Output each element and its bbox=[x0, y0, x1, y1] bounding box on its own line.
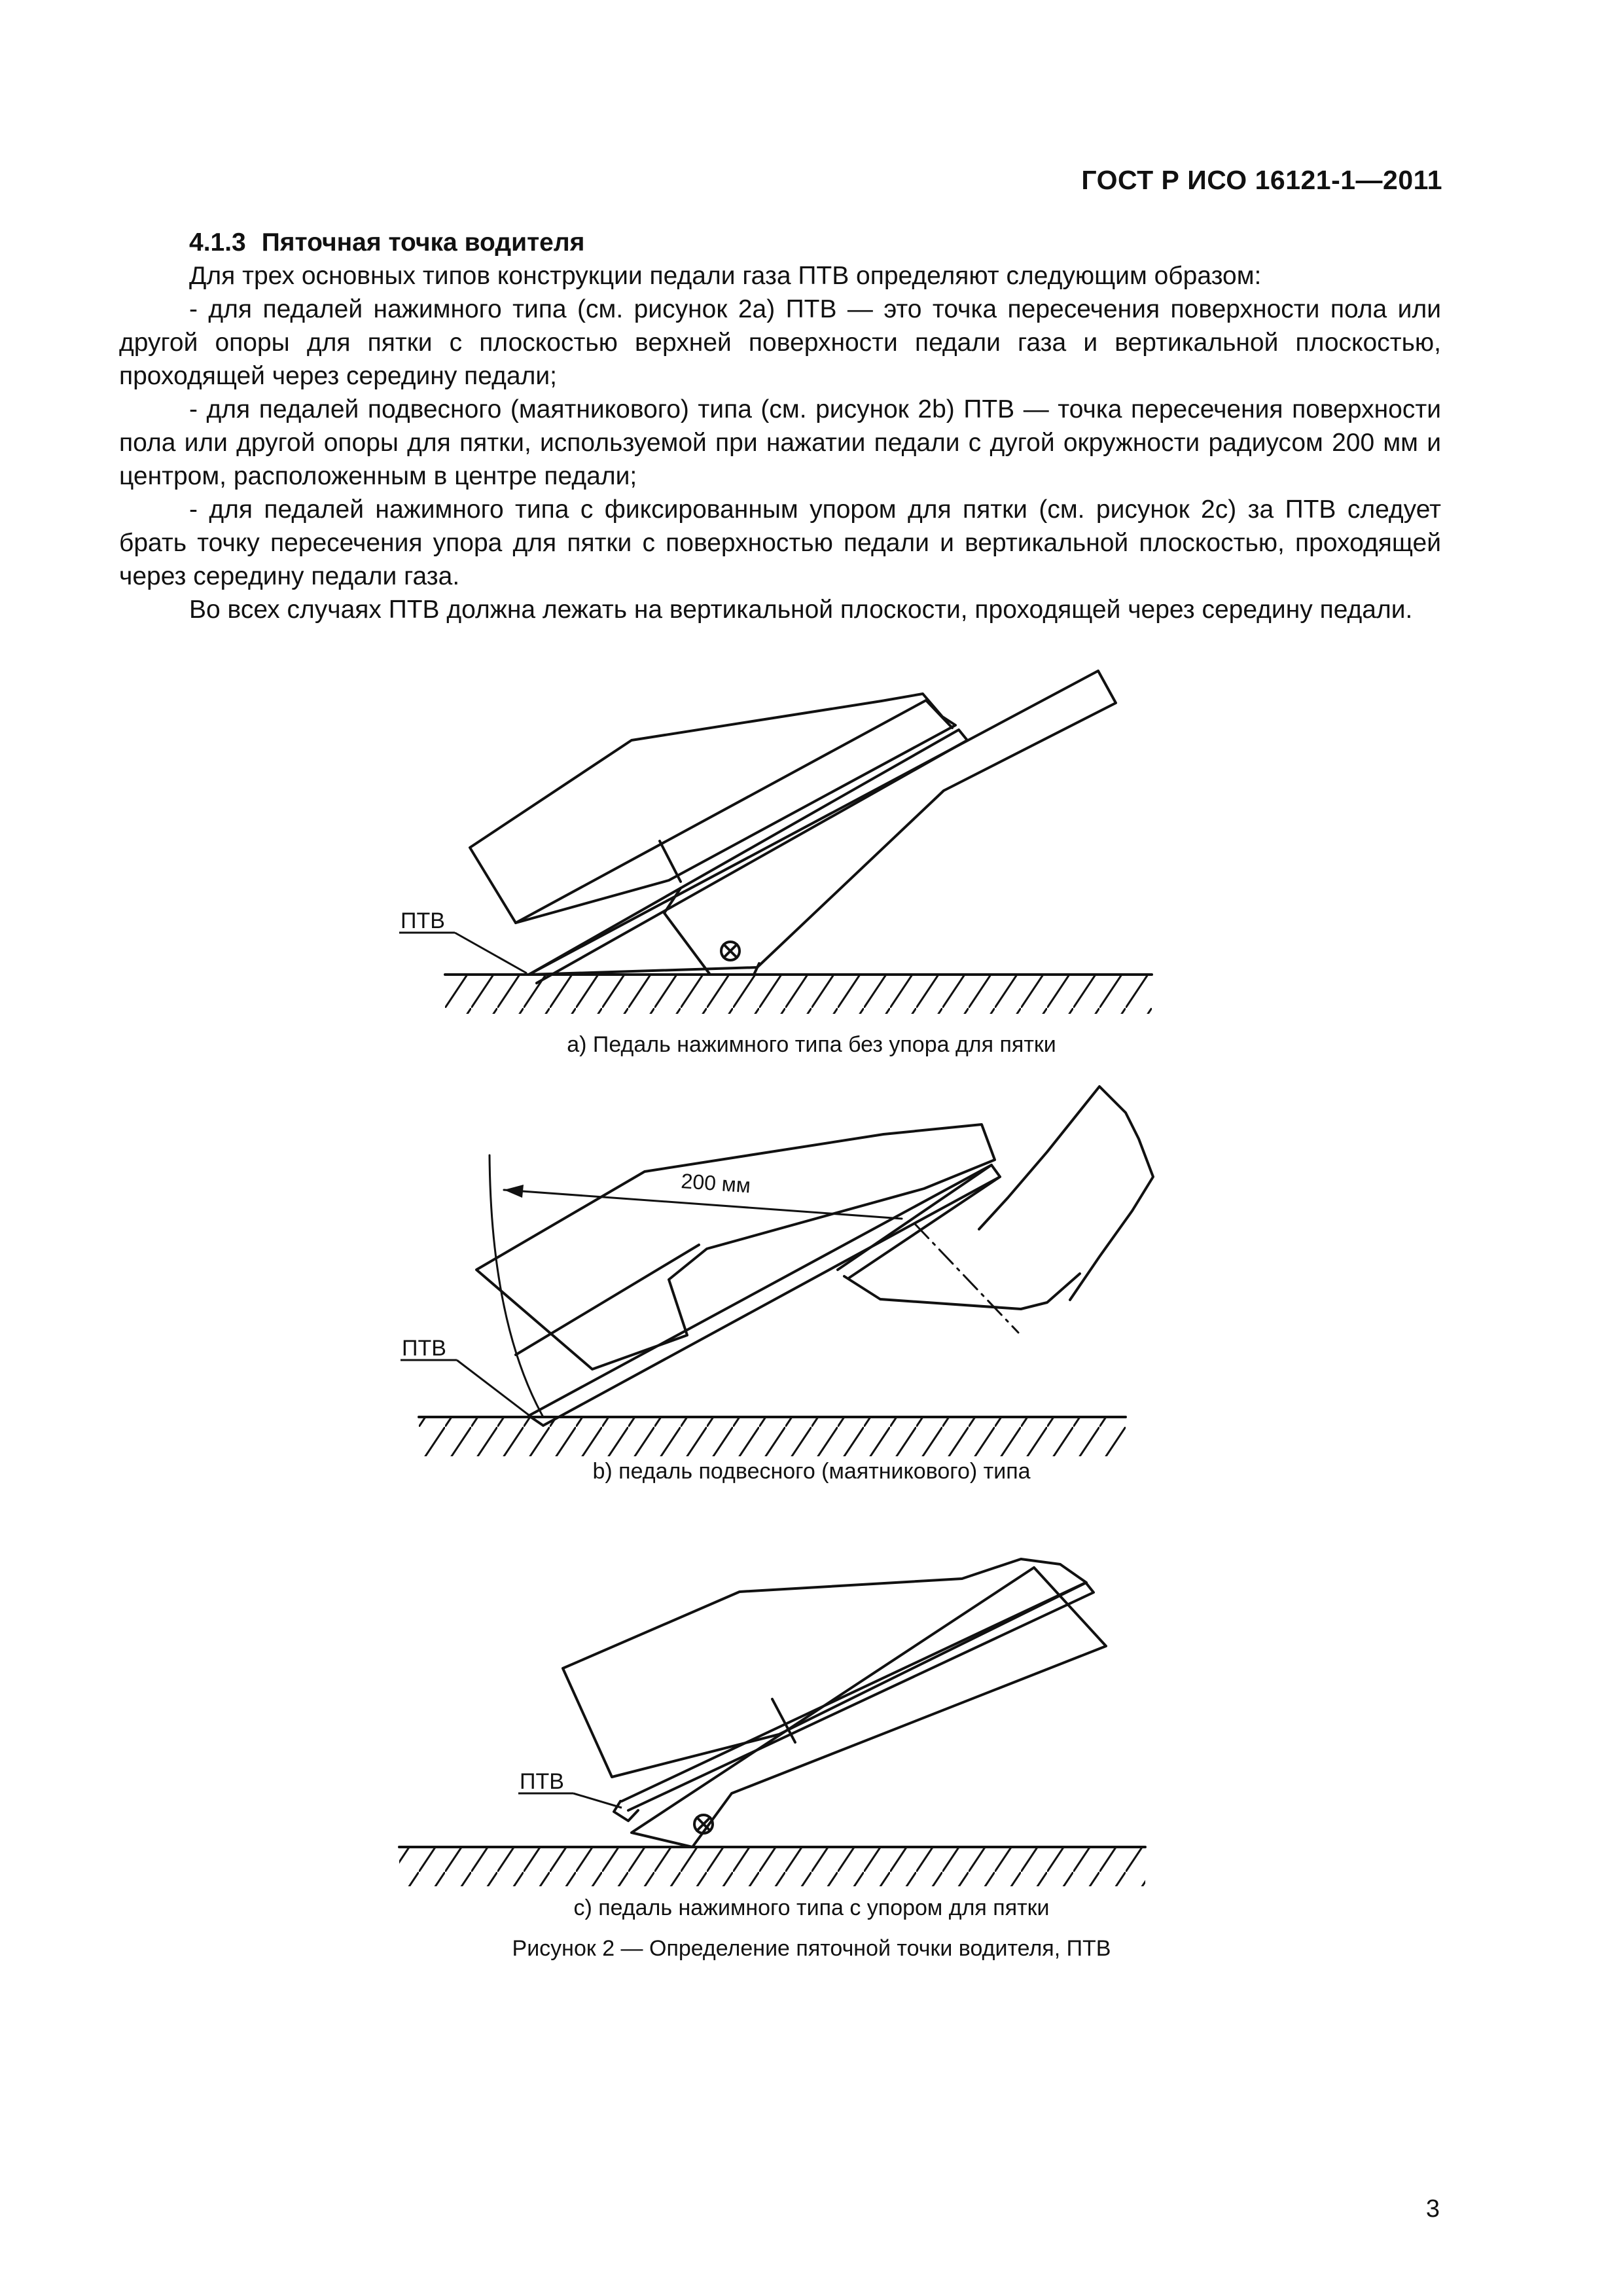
section-number: 4.1.3 bbox=[189, 228, 246, 257]
ptb-leader-line bbox=[455, 933, 527, 973]
shoe-sole bbox=[516, 700, 952, 923]
document-header-standard-id: ГОСТ Р ИСО 16121-1—2011 bbox=[1081, 165, 1442, 195]
pedal-arm-lower bbox=[844, 1274, 1080, 1309]
figure-2a-caption: а) Педаль нажимного типа без упора для пятки bbox=[567, 1032, 1056, 1057]
pivot-mount bbox=[664, 888, 759, 975]
heel-line bbox=[660, 841, 681, 882]
figure-2b-diagram bbox=[0, 1073, 1623, 1479]
pivot-cross bbox=[724, 944, 737, 958]
ptb-leader-line bbox=[457, 1360, 529, 1415]
section-conclusion: Во всех случаях ПТВ должна лежать на вертикальной плоскости, проходящей через середину педали. bbox=[189, 596, 1413, 624]
section-heading bbox=[119, 226, 1441, 259]
figure-2c-diagram bbox=[0, 1518, 1623, 1911]
section-intro: Для трех основных типов конструкции педали газа ПТВ определяют следующим образом: bbox=[189, 262, 1262, 290]
page-number: 3 bbox=[1425, 2195, 1440, 2223]
shoe bbox=[470, 694, 955, 923]
ptb-label: ПТВ bbox=[401, 908, 445, 933]
ptb-label: ПТВ bbox=[402, 1336, 446, 1361]
floor-hatching bbox=[399, 1847, 1145, 1886]
radius-line bbox=[504, 1190, 902, 1219]
ptb-leader-line bbox=[573, 1793, 622, 1808]
figure-2a-diagram bbox=[0, 655, 1623, 1047]
floor-hatching bbox=[419, 1417, 1126, 1456]
pedal-plate bbox=[529, 1165, 1000, 1426]
hanger-pivot-axis bbox=[915, 1224, 1018, 1333]
ptb-label: ПТВ bbox=[520, 1769, 564, 1794]
document-body bbox=[119, 226, 1441, 626]
section-item-b: - для педалей подвесного (маятникового) типа (см. рисунок 2b) ПТВ — точка пересечения поверхности пола или другой опоры для пятки, используемой при нажатии педали с дугой окружности радиусом 200 мм и центром, расположенным в центре педали; bbox=[119, 395, 1441, 490]
radius-arrow bbox=[504, 1185, 524, 1198]
heel-stop bbox=[614, 1801, 638, 1821]
figure-2b-caption: b) педаль подвесного (маятникового) типа bbox=[592, 1459, 1031, 1484]
section-title: Пяточная точка водителя bbox=[261, 228, 585, 257]
figure-title: Рисунок 2 — Определение пяточной точки водителя, ПТВ bbox=[512, 1936, 1111, 1961]
pedal-hanger bbox=[979, 1086, 1153, 1300]
shoe bbox=[563, 1559, 1086, 1777]
radius-label: 200 мм bbox=[680, 1169, 752, 1198]
figure-2c-caption: с) педаль нажимного типа с упором для пятки bbox=[573, 1895, 1050, 1920]
section-item-a: - для педалей нажимного типа (см. рисунок 2a) ПТВ — это точка пересечения поверхности пола или другой опоры для пятки с плоскостью верхней поверхности педали газа и вертикальной плоскостью, проходящей через середину педали; bbox=[119, 295, 1441, 390]
section-item-c: - для педалей нажимного типа с фиксированным упором для пятки (см. рисунок 2c) за ПТВ следует брать точку пересечения упора для пятки с поверхностью педали и вертикальной плоскостью, проходящей через середину педали газа. bbox=[119, 495, 1441, 590]
floor-hatching bbox=[445, 975, 1152, 1014]
